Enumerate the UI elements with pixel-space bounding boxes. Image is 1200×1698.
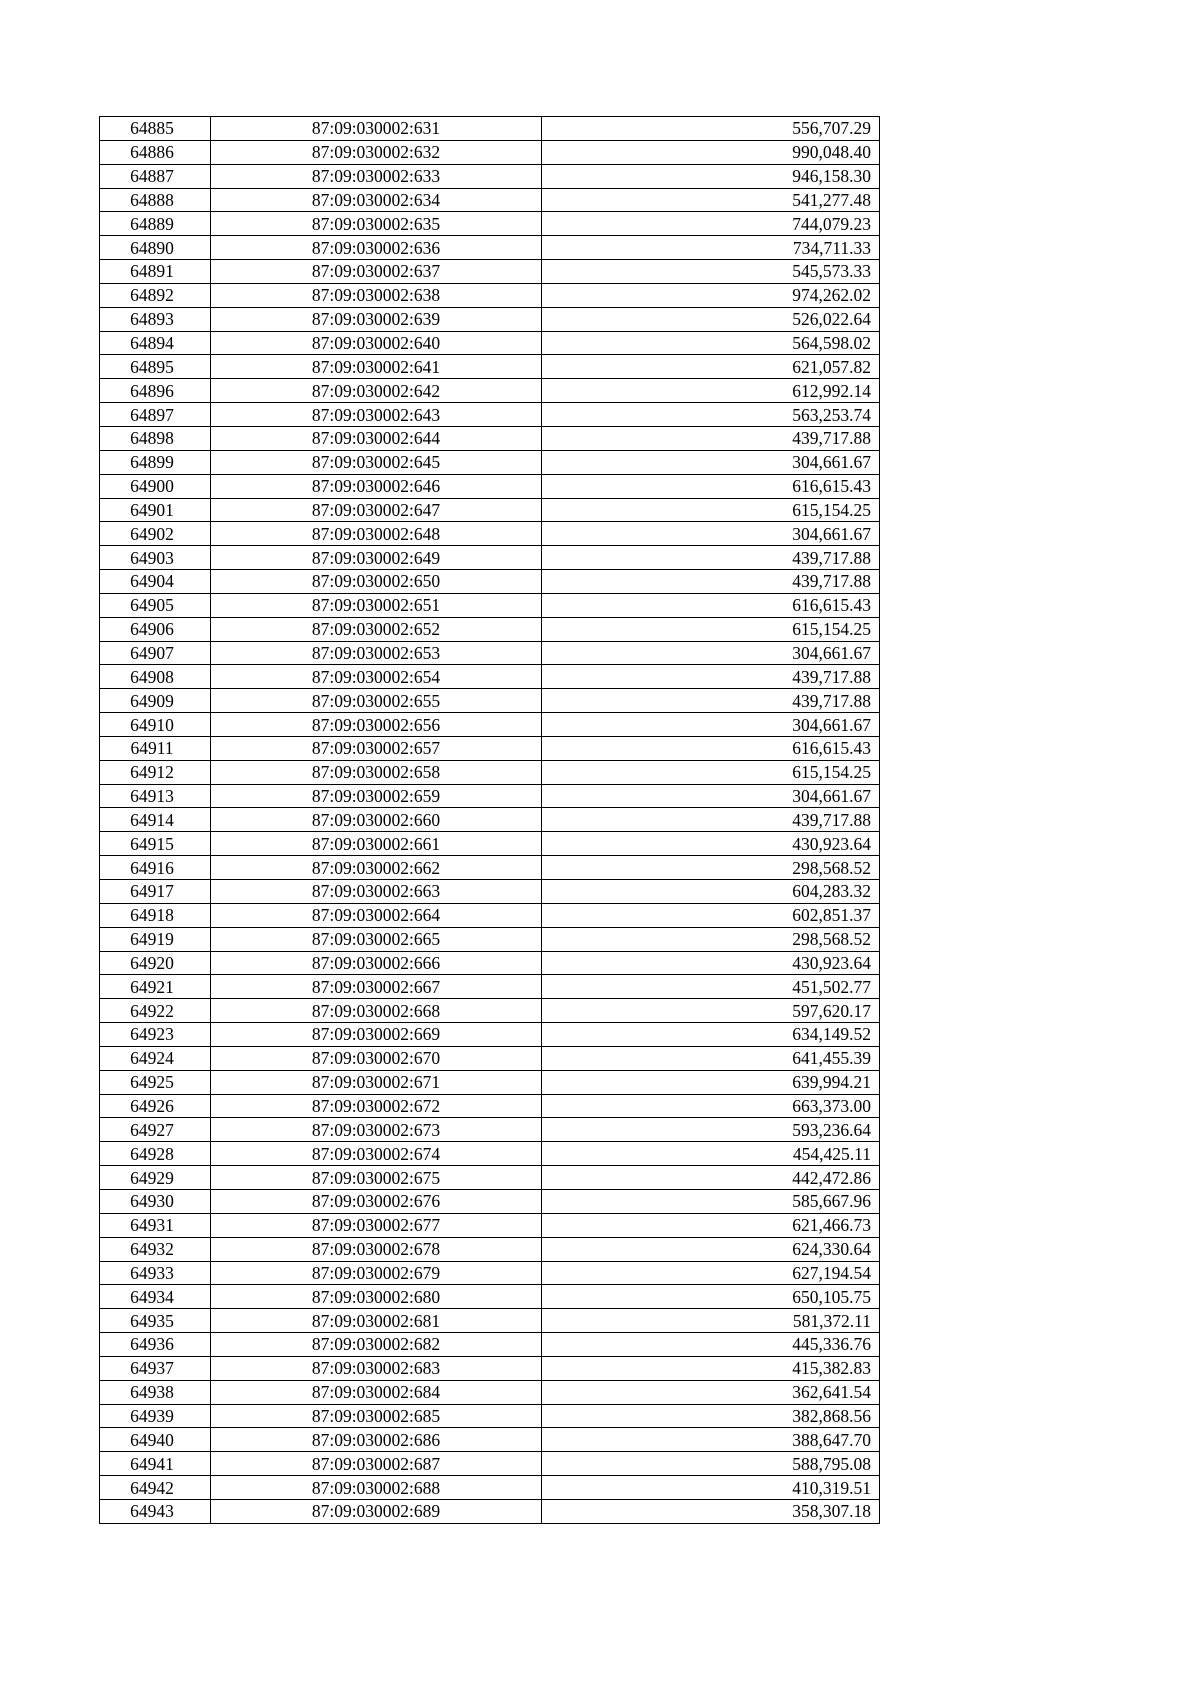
- row-number-cell: 64891: [100, 260, 211, 284]
- row-number-cell: 64903: [100, 546, 211, 570]
- table-row: [100, 474, 880, 498]
- row-number-cell: 64912: [100, 760, 211, 784]
- value-cell: 616,615.43: [542, 593, 880, 617]
- row-number-cell: 64897: [100, 403, 211, 427]
- row-number-cell: 64899: [100, 450, 211, 474]
- table-row: [100, 927, 880, 951]
- row-number-cell: 64934: [100, 1285, 211, 1309]
- cadastral-number-cell: 87:09:030002:675: [211, 1166, 542, 1190]
- cadastral-number-cell: 87:09:030002:634: [211, 188, 542, 212]
- cadastral-number-cell: 87:09:030002:665: [211, 927, 542, 951]
- cadastral-number-cell: 87:09:030002:639: [211, 307, 542, 331]
- value-cell: 990,048.40: [542, 140, 880, 164]
- cadastral-number-cell: 87:09:030002:653: [211, 641, 542, 665]
- cadastral-number-cell: 87:09:030002:689: [211, 1499, 542, 1523]
- table-row: [100, 903, 880, 927]
- cadastral-number-cell: 87:09:030002:663: [211, 880, 542, 904]
- row-number-cell: 64907: [100, 641, 211, 665]
- cadastral-number-cell: 87:09:030002:647: [211, 498, 542, 522]
- table-row: [100, 140, 880, 164]
- row-number-cell: 64921: [100, 975, 211, 999]
- value-cell: 615,154.25: [542, 760, 880, 784]
- cadastral-number-cell: 87:09:030002:642: [211, 379, 542, 403]
- value-cell: 615,154.25: [542, 498, 880, 522]
- cadastral-number-cell: 87:09:030002:678: [211, 1237, 542, 1261]
- table-row: [100, 307, 880, 331]
- value-cell: 612,992.14: [542, 379, 880, 403]
- table-row: [100, 498, 880, 522]
- row-number-cell: 64929: [100, 1166, 211, 1190]
- row-number-cell: 64909: [100, 689, 211, 713]
- table-row: [100, 426, 880, 450]
- row-number-cell: 64933: [100, 1261, 211, 1285]
- cadastral-number-cell: 87:09:030002:684: [211, 1380, 542, 1404]
- cadastral-number-cell: 87:09:030002:631: [211, 117, 542, 141]
- table-row: [100, 570, 880, 594]
- value-cell: 388,647.70: [542, 1428, 880, 1452]
- table-row: [100, 832, 880, 856]
- table-row: [100, 1285, 880, 1309]
- value-cell: 430,923.64: [542, 951, 880, 975]
- row-number-cell: 64942: [100, 1476, 211, 1500]
- cadastral-number-cell: 87:09:030002:651: [211, 593, 542, 617]
- row-number-cell: 64941: [100, 1452, 211, 1476]
- cadastral-number-cell: 87:09:030002:677: [211, 1213, 542, 1237]
- row-number-cell: 64916: [100, 856, 211, 880]
- table-row: [100, 1237, 880, 1261]
- value-cell: 442,472.86: [542, 1166, 880, 1190]
- value-cell: 415,382.83: [542, 1356, 880, 1380]
- cadastral-number-cell: 87:09:030002:655: [211, 689, 542, 713]
- row-number-cell: 64904: [100, 570, 211, 594]
- cadastral-number-cell: 87:09:030002:674: [211, 1142, 542, 1166]
- table-row: [100, 1166, 880, 1190]
- row-number-cell: 64888: [100, 188, 211, 212]
- row-number-cell: 64925: [100, 1070, 211, 1094]
- cadastral-number-cell: 87:09:030002:648: [211, 522, 542, 546]
- row-number-cell: 64902: [100, 522, 211, 546]
- table-row: [100, 164, 880, 188]
- cadastral-number-cell: 87:09:030002:657: [211, 736, 542, 760]
- row-number-cell: 64926: [100, 1094, 211, 1118]
- cadastral-number-cell: 87:09:030002:645: [211, 450, 542, 474]
- cadastral-number-cell: 87:09:030002:676: [211, 1189, 542, 1213]
- cadastral-number-cell: 87:09:030002:661: [211, 832, 542, 856]
- row-number-cell: 64932: [100, 1237, 211, 1261]
- table-row: [100, 379, 880, 403]
- cadastral-number-cell: 87:09:030002:659: [211, 784, 542, 808]
- row-number-cell: 64918: [100, 903, 211, 927]
- table-row: [100, 1309, 880, 1333]
- row-number-cell: 64920: [100, 951, 211, 975]
- value-cell: 556,707.29: [542, 117, 880, 141]
- table-body: [100, 117, 880, 1524]
- table-row: [100, 1476, 880, 1500]
- table-row: [100, 617, 880, 641]
- row-number-cell: 64923: [100, 1023, 211, 1047]
- row-number-cell: 64919: [100, 927, 211, 951]
- table-row: [100, 689, 880, 713]
- row-number-cell: 64936: [100, 1333, 211, 1357]
- cadastral-number-cell: 87:09:030002:686: [211, 1428, 542, 1452]
- value-cell: 641,455.39: [542, 1046, 880, 1070]
- value-cell: 541,277.48: [542, 188, 880, 212]
- value-cell: 298,568.52: [542, 927, 880, 951]
- cadastral-number-cell: 87:09:030002:636: [211, 236, 542, 260]
- row-number-cell: 64917: [100, 880, 211, 904]
- value-cell: 545,573.33: [542, 260, 880, 284]
- value-cell: 382,868.56: [542, 1404, 880, 1428]
- value-cell: 526,022.64: [542, 307, 880, 331]
- value-cell: 439,717.88: [542, 546, 880, 570]
- value-cell: 581,372.11: [542, 1309, 880, 1333]
- table-row: [100, 403, 880, 427]
- table-row: [100, 641, 880, 665]
- row-number-cell: 64922: [100, 999, 211, 1023]
- table-row: [100, 355, 880, 379]
- value-cell: 439,717.88: [542, 570, 880, 594]
- row-number-cell: 64910: [100, 713, 211, 737]
- row-number-cell: 64931: [100, 1213, 211, 1237]
- value-cell: 304,661.67: [542, 713, 880, 737]
- cadastral-number-cell: 87:09:030002:652: [211, 617, 542, 641]
- value-cell: 358,307.18: [542, 1499, 880, 1523]
- value-cell: 624,330.64: [542, 1237, 880, 1261]
- value-cell: 639,994.21: [542, 1070, 880, 1094]
- value-cell: 585,667.96: [542, 1189, 880, 1213]
- table-row: [100, 1118, 880, 1142]
- cadastral-number-cell: 87:09:030002:671: [211, 1070, 542, 1094]
- value-cell: 439,717.88: [542, 426, 880, 450]
- value-cell: 663,373.00: [542, 1094, 880, 1118]
- value-cell: 439,717.88: [542, 808, 880, 832]
- value-cell: 616,615.43: [542, 474, 880, 498]
- table-row: [100, 1023, 880, 1047]
- row-number-cell: 64930: [100, 1189, 211, 1213]
- cadastral-number-cell: 87:09:030002:685: [211, 1404, 542, 1428]
- cadastral-number-cell: 87:09:030002:683: [211, 1356, 542, 1380]
- value-cell: 627,194.54: [542, 1261, 880, 1285]
- table-row: [100, 1452, 880, 1476]
- table-row: [100, 188, 880, 212]
- row-number-cell: 64885: [100, 117, 211, 141]
- cadastral-value-table: [99, 116, 880, 1524]
- cadastral-number-cell: 87:09:030002:664: [211, 903, 542, 927]
- cadastral-number-cell: 87:09:030002:660: [211, 808, 542, 832]
- row-number-cell: 64895: [100, 355, 211, 379]
- value-cell: 564,598.02: [542, 331, 880, 355]
- table-row: [100, 331, 880, 355]
- row-number-cell: 64894: [100, 331, 211, 355]
- cadastral-number-cell: 87:09:030002:669: [211, 1023, 542, 1047]
- value-cell: 602,851.37: [542, 903, 880, 927]
- value-cell: 430,923.64: [542, 832, 880, 856]
- row-number-cell: 64892: [100, 283, 211, 307]
- row-number-cell: 64913: [100, 784, 211, 808]
- value-cell: 445,336.76: [542, 1333, 880, 1357]
- table-row: [100, 1213, 880, 1237]
- value-cell: 734,711.33: [542, 236, 880, 260]
- table-row: [100, 283, 880, 307]
- value-cell: 593,236.64: [542, 1118, 880, 1142]
- table-row: [100, 1356, 880, 1380]
- table-row: [100, 1380, 880, 1404]
- value-cell: 616,615.43: [542, 736, 880, 760]
- row-number-cell: 64893: [100, 307, 211, 331]
- table-row: [100, 236, 880, 260]
- table-row: [100, 856, 880, 880]
- table-row: [100, 1499, 880, 1523]
- table-row: [100, 713, 880, 737]
- row-number-cell: 64940: [100, 1428, 211, 1452]
- cadastral-number-cell: 87:09:030002:640: [211, 331, 542, 355]
- cadastral-number-cell: 87:09:030002:654: [211, 665, 542, 689]
- row-number-cell: 64937: [100, 1356, 211, 1380]
- value-cell: 439,717.88: [542, 689, 880, 713]
- table-row: [100, 808, 880, 832]
- value-cell: 304,661.67: [542, 450, 880, 474]
- row-number-cell: 64928: [100, 1142, 211, 1166]
- cadastral-number-cell: 87:09:030002:641: [211, 355, 542, 379]
- value-cell: 621,466.73: [542, 1213, 880, 1237]
- row-number-cell: 64905: [100, 593, 211, 617]
- table-row: [100, 1404, 880, 1428]
- row-number-cell: 64915: [100, 832, 211, 856]
- value-cell: 621,057.82: [542, 355, 880, 379]
- row-number-cell: 64924: [100, 1046, 211, 1070]
- value-cell: 451,502.77: [542, 975, 880, 999]
- value-cell: 439,717.88: [542, 665, 880, 689]
- cadastral-number-cell: 87:09:030002:680: [211, 1285, 542, 1309]
- value-cell: 304,661.67: [542, 641, 880, 665]
- cadastral-number-cell: 87:09:030002:633: [211, 164, 542, 188]
- table-row: [100, 546, 880, 570]
- table-row: [100, 1189, 880, 1213]
- row-number-cell: 64914: [100, 808, 211, 832]
- cadastral-number-cell: 87:09:030002:688: [211, 1476, 542, 1500]
- row-number-cell: 64901: [100, 498, 211, 522]
- cadastral-number-cell: 87:09:030002:656: [211, 713, 542, 737]
- cadastral-number-cell: 87:09:030002:673: [211, 1118, 542, 1142]
- cadastral-number-cell: 87:09:030002:644: [211, 426, 542, 450]
- cadastral-number-cell: 87:09:030002:662: [211, 856, 542, 880]
- cadastral-number-cell: 87:09:030002:679: [211, 1261, 542, 1285]
- row-number-cell: 64938: [100, 1380, 211, 1404]
- row-number-cell: 64898: [100, 426, 211, 450]
- row-number-cell: 64896: [100, 379, 211, 403]
- value-cell: 304,661.67: [542, 784, 880, 808]
- cadastral-number-cell: 87:09:030002:632: [211, 140, 542, 164]
- row-number-cell: 64939: [100, 1404, 211, 1428]
- table-row: [100, 665, 880, 689]
- table-row: [100, 1261, 880, 1285]
- value-cell: 298,568.52: [542, 856, 880, 880]
- table-row: [100, 1046, 880, 1070]
- value-cell: 650,105.75: [542, 1285, 880, 1309]
- cadastral-number-cell: 87:09:030002:681: [211, 1309, 542, 1333]
- row-number-cell: 64935: [100, 1309, 211, 1333]
- value-cell: 946,158.30: [542, 164, 880, 188]
- value-cell: 588,795.08: [542, 1452, 880, 1476]
- value-cell: 974,262.02: [542, 283, 880, 307]
- value-cell: 410,319.51: [542, 1476, 880, 1500]
- cadastral-number-cell: 87:09:030002:672: [211, 1094, 542, 1118]
- value-cell: 563,253.74: [542, 403, 880, 427]
- table-row: [100, 999, 880, 1023]
- value-cell: 597,620.17: [542, 999, 880, 1023]
- cadastral-number-cell: 87:09:030002:649: [211, 546, 542, 570]
- value-cell: 304,661.67: [542, 522, 880, 546]
- row-number-cell: 64943: [100, 1499, 211, 1523]
- row-number-cell: 64889: [100, 212, 211, 236]
- table-row: [100, 1094, 880, 1118]
- table-row: [100, 212, 880, 236]
- cadastral-number-cell: 87:09:030002:667: [211, 975, 542, 999]
- cadastral-number-cell: 87:09:030002:687: [211, 1452, 542, 1476]
- cadastral-number-cell: 87:09:030002:643: [211, 403, 542, 427]
- row-number-cell: 64927: [100, 1118, 211, 1142]
- table-row: [100, 880, 880, 904]
- value-cell: 615,154.25: [542, 617, 880, 641]
- value-cell: 454,425.11: [542, 1142, 880, 1166]
- table-row: [100, 784, 880, 808]
- cadastral-number-cell: 87:09:030002:668: [211, 999, 542, 1023]
- row-number-cell: 64890: [100, 236, 211, 260]
- cadastral-number-cell: 87:09:030002:646: [211, 474, 542, 498]
- table-row: [100, 260, 880, 284]
- cadastral-number-cell: 87:09:030002:670: [211, 1046, 542, 1070]
- table-row: [100, 522, 880, 546]
- value-cell: 604,283.32: [542, 880, 880, 904]
- table-row: [100, 1428, 880, 1452]
- cadastral-number-cell: 87:09:030002:682: [211, 1333, 542, 1357]
- row-number-cell: 64887: [100, 164, 211, 188]
- table-row: [100, 975, 880, 999]
- table-row: [100, 450, 880, 474]
- value-cell: 744,079.23: [542, 212, 880, 236]
- cadastral-number-cell: 87:09:030002:637: [211, 260, 542, 284]
- table-row: [100, 736, 880, 760]
- table-row: [100, 117, 880, 141]
- row-number-cell: 64911: [100, 736, 211, 760]
- table-row: [100, 760, 880, 784]
- cadastral-number-cell: 87:09:030002:666: [211, 951, 542, 975]
- cadastral-number-cell: 87:09:030002:650: [211, 570, 542, 594]
- cadastral-number-cell: 87:09:030002:658: [211, 760, 542, 784]
- table-row: [100, 1070, 880, 1094]
- table-row: [100, 951, 880, 975]
- row-number-cell: 64906: [100, 617, 211, 641]
- cadastral-number-cell: 87:09:030002:635: [211, 212, 542, 236]
- table-row: [100, 593, 880, 617]
- value-cell: 634,149.52: [542, 1023, 880, 1047]
- table-row: [100, 1333, 880, 1357]
- row-number-cell: 64908: [100, 665, 211, 689]
- table-row: [100, 1142, 880, 1166]
- cadastral-number-cell: 87:09:030002:638: [211, 283, 542, 307]
- row-number-cell: 64900: [100, 474, 211, 498]
- value-cell: 362,641.54: [542, 1380, 880, 1404]
- row-number-cell: 64886: [100, 140, 211, 164]
